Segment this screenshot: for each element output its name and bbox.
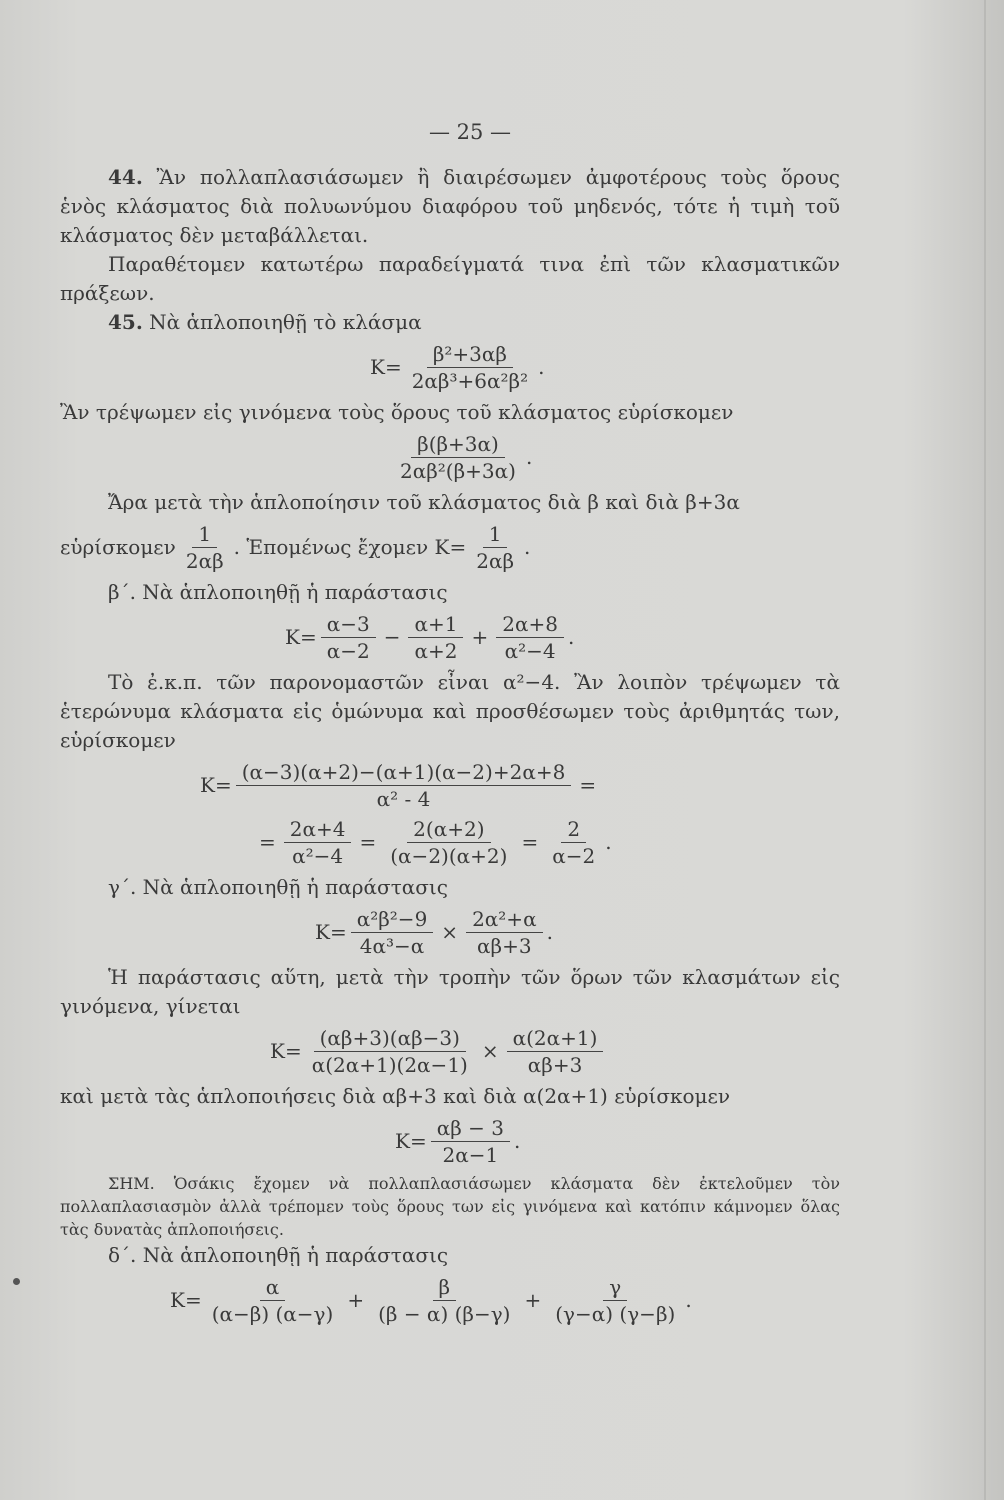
fraction (408, 611, 463, 664)
denominator: α² - 4 (376, 787, 431, 811)
eq-end: . (567, 625, 575, 649)
eq-end: . (538, 355, 545, 379)
eq-end: . (685, 1288, 692, 1312)
margin-mark (13, 1278, 20, 1285)
section-45-number: 45. (108, 310, 143, 334)
fraction (284, 816, 352, 869)
numerator: (αβ+3)(αβ−3) (314, 1025, 466, 1052)
equation-d-1 (170, 1274, 840, 1327)
fraction (306, 1025, 474, 1078)
denominator: αβ+3 (477, 934, 532, 958)
operator: = (359, 830, 377, 854)
denominator: α−2 (552, 844, 596, 868)
fraction (351, 906, 434, 959)
numerator: 2α²+α (466, 906, 543, 933)
fraction (466, 906, 543, 959)
operator: = (521, 830, 539, 854)
operator: + (471, 625, 489, 649)
fraction (394, 431, 522, 484)
numerator: β²+3αβ (427, 341, 513, 368)
operator: = (259, 830, 276, 854)
example-c-label: γ΄. Νὰ ἁπλοποιηθῇ ἡ παράστασις (108, 875, 448, 899)
numerator: α−3 (321, 611, 376, 638)
section-45-line2: Ἂν τρέψωμεν εἰς γινόμενα τοὺς ὅρους τοῦ κλάσματος εὑρίσκομεν (60, 400, 734, 424)
fraction (546, 816, 601, 869)
denominator: (β − α) (β−γ) (378, 1302, 511, 1326)
numerator: αβ − 3 (431, 1115, 510, 1142)
line4b: . Ἑπομένως ἔχομεν K= (233, 535, 467, 559)
denominator: α(2α+1)(2α−1) (311, 1053, 468, 1077)
section-44-para2: Παραθέτομεν κατωτέρω παραδείγματά τινα ἐπὶ τῶν κλασματικῶν πράξεων. (60, 252, 840, 305)
page-number: — 25 — (428, 120, 512, 144)
fraction (180, 521, 230, 574)
denominator: αβ+3 (527, 1053, 583, 1077)
numerator: β(β+3α) (411, 431, 505, 458)
operator: − (383, 625, 401, 649)
numerator: 2α+4 (284, 816, 352, 843)
line4c: . (524, 535, 531, 559)
numerator: 2(α+2) (407, 816, 490, 843)
fraction (496, 611, 564, 664)
denominator: 2αβ³+6α²β² (411, 369, 529, 393)
section-45 (60, 308, 840, 337)
section-44 (60, 163, 840, 250)
fraction (507, 1025, 604, 1078)
numerator: α+1 (408, 611, 463, 638)
eq-end: . (546, 920, 553, 944)
numerator: 2 (561, 816, 586, 843)
eq-lhs: K= (395, 1129, 427, 1153)
fraction (470, 521, 520, 574)
eq-lhs: K= (285, 625, 317, 649)
denominator: 2αβ (185, 549, 224, 573)
equation-45-1 (370, 341, 840, 394)
denominator: α−2 (326, 639, 370, 663)
example-b-label: β΄. Νὰ ἁπλοποιηθῇ ἡ παράστασις (108, 580, 448, 604)
operator: × (441, 920, 459, 944)
operator: × (481, 1039, 499, 1063)
eq-lhs: K= (200, 773, 232, 797)
equation-b-2 (200, 759, 840, 812)
equation-b-3 (255, 816, 840, 869)
section-45-line3: Ἄρα μετὰ τὴν ἁπλοποίησιν τοῦ κλάσματος διὰ β καὶ διὰ β+3α (108, 490, 740, 514)
fraction (406, 341, 534, 394)
fraction (549, 1274, 681, 1327)
denominator: (γ−α) (γ−β) (555, 1302, 676, 1326)
denominator: α+2 (414, 639, 458, 663)
fraction (431, 1115, 510, 1168)
line4a: εὑρίσκομεν (60, 535, 176, 559)
fraction (206, 1274, 340, 1327)
page-content (60, 118, 840, 1331)
page-edge (984, 0, 986, 1500)
eq-lhs: K= (315, 920, 347, 944)
eq-end: . (525, 445, 533, 469)
eq-end: . (605, 830, 612, 854)
equation-c-2 (270, 1025, 840, 1078)
numerator: β (433, 1274, 457, 1301)
example-d-label: δ΄. Νὰ ἁπλοποιηθῇ ἡ παράστασις (108, 1243, 449, 1267)
section-45-text: Νὰ ἁπλοποιηθῇ τὸ κλάσμα (142, 310, 422, 334)
denominator: α²−4 (504, 639, 556, 663)
fraction (236, 759, 572, 812)
numerator: α²β²−9 (351, 906, 434, 933)
numerator: 1 (192, 521, 217, 548)
equation-c-3 (395, 1115, 840, 1168)
section-44-text: Ἂν πολλαπλασιάσωμεν ἢ διαιρέσωμεν ἀμφοτέρους τοὺς ὅρους ἑνὸς κλάσματος διὰ πολυωνύμου διαφόρου τοῦ μηδενός, τότε ἡ τιμὴ τοῦ κλάσματος δὲν μεταβάλλεται. (60, 165, 840, 247)
equation-c-1 (315, 906, 840, 959)
eq-lhs: K= (170, 1288, 202, 1312)
eq-lhs: K= (370, 355, 402, 379)
equation-45-2 (390, 431, 840, 484)
numerator: α(2α+1) (507, 1025, 604, 1052)
fraction (372, 1274, 516, 1327)
equation-b-1 (285, 611, 840, 664)
fraction (321, 611, 376, 664)
section-44-number: 44. (108, 165, 143, 189)
numerator: (α−3)(α+2)−(α+1)(α−2)+2α+8 (236, 759, 572, 786)
operator: = (579, 773, 597, 797)
denominator: 4α³−α (359, 934, 425, 958)
numerator: γ (603, 1274, 627, 1301)
operator: + (347, 1288, 365, 1312)
operator: + (524, 1288, 542, 1312)
denominator: α²−4 (292, 844, 344, 868)
eq-end: . (513, 1129, 521, 1153)
example-c-text2: καὶ μετὰ τὰς ἁπλοποιήσεις διὰ αβ+3 καὶ διὰ α(2α+1) εὑρίσκομεν (60, 1084, 731, 1108)
note-text: ΣΗΜ. Ὁσάκις ἔχομεν νὰ πολλαπλασιάσωμεν κλάσματα δὲν ἐκτελοῦμεν τὸν πολλαπλασιασμὸν ἀλλὰ τρέπομεν τοὺς ὅρους των εἰς γινόμενα καὶ κατόπιν κάμνομεν ὅλας τὰς δυνατὰς ἁπλοποιήσεις. (60, 1174, 840, 1239)
denominator: 2αβ²(β+3α) (400, 459, 516, 483)
numerator: 2α+8 (496, 611, 564, 638)
denominator: (α−β) (α−γ) (211, 1302, 334, 1326)
denominator: (α−2)(α+2) (390, 844, 508, 868)
denominator: 2α−1 (442, 1143, 499, 1167)
example-b-text: Τὸ ἐ.κ.π. τῶν παρονομαστῶν εἶναι α²−4. Ἂν λοιπὸν τρέψωμεν τὰ ἑτερώνυμα κλάσματα εἰς ὁμώνυμα καὶ προσθέσωμεν τοὺς ἀριθμητάς των, εὑρίσκομεν (60, 670, 840, 752)
numerator: α (260, 1274, 286, 1301)
eq-lhs: K= (270, 1039, 302, 1063)
fraction (384, 816, 513, 869)
section-45-line4 (60, 521, 840, 574)
example-c-text: Ἡ παράστασις αὕτη, μετὰ τὴν τροπὴν τῶν ὅρων τῶν κλασμάτων εἰς γινόμενα, γίνεται (60, 965, 840, 1018)
denominator: 2αβ (476, 549, 515, 573)
numerator: 1 (483, 521, 508, 548)
